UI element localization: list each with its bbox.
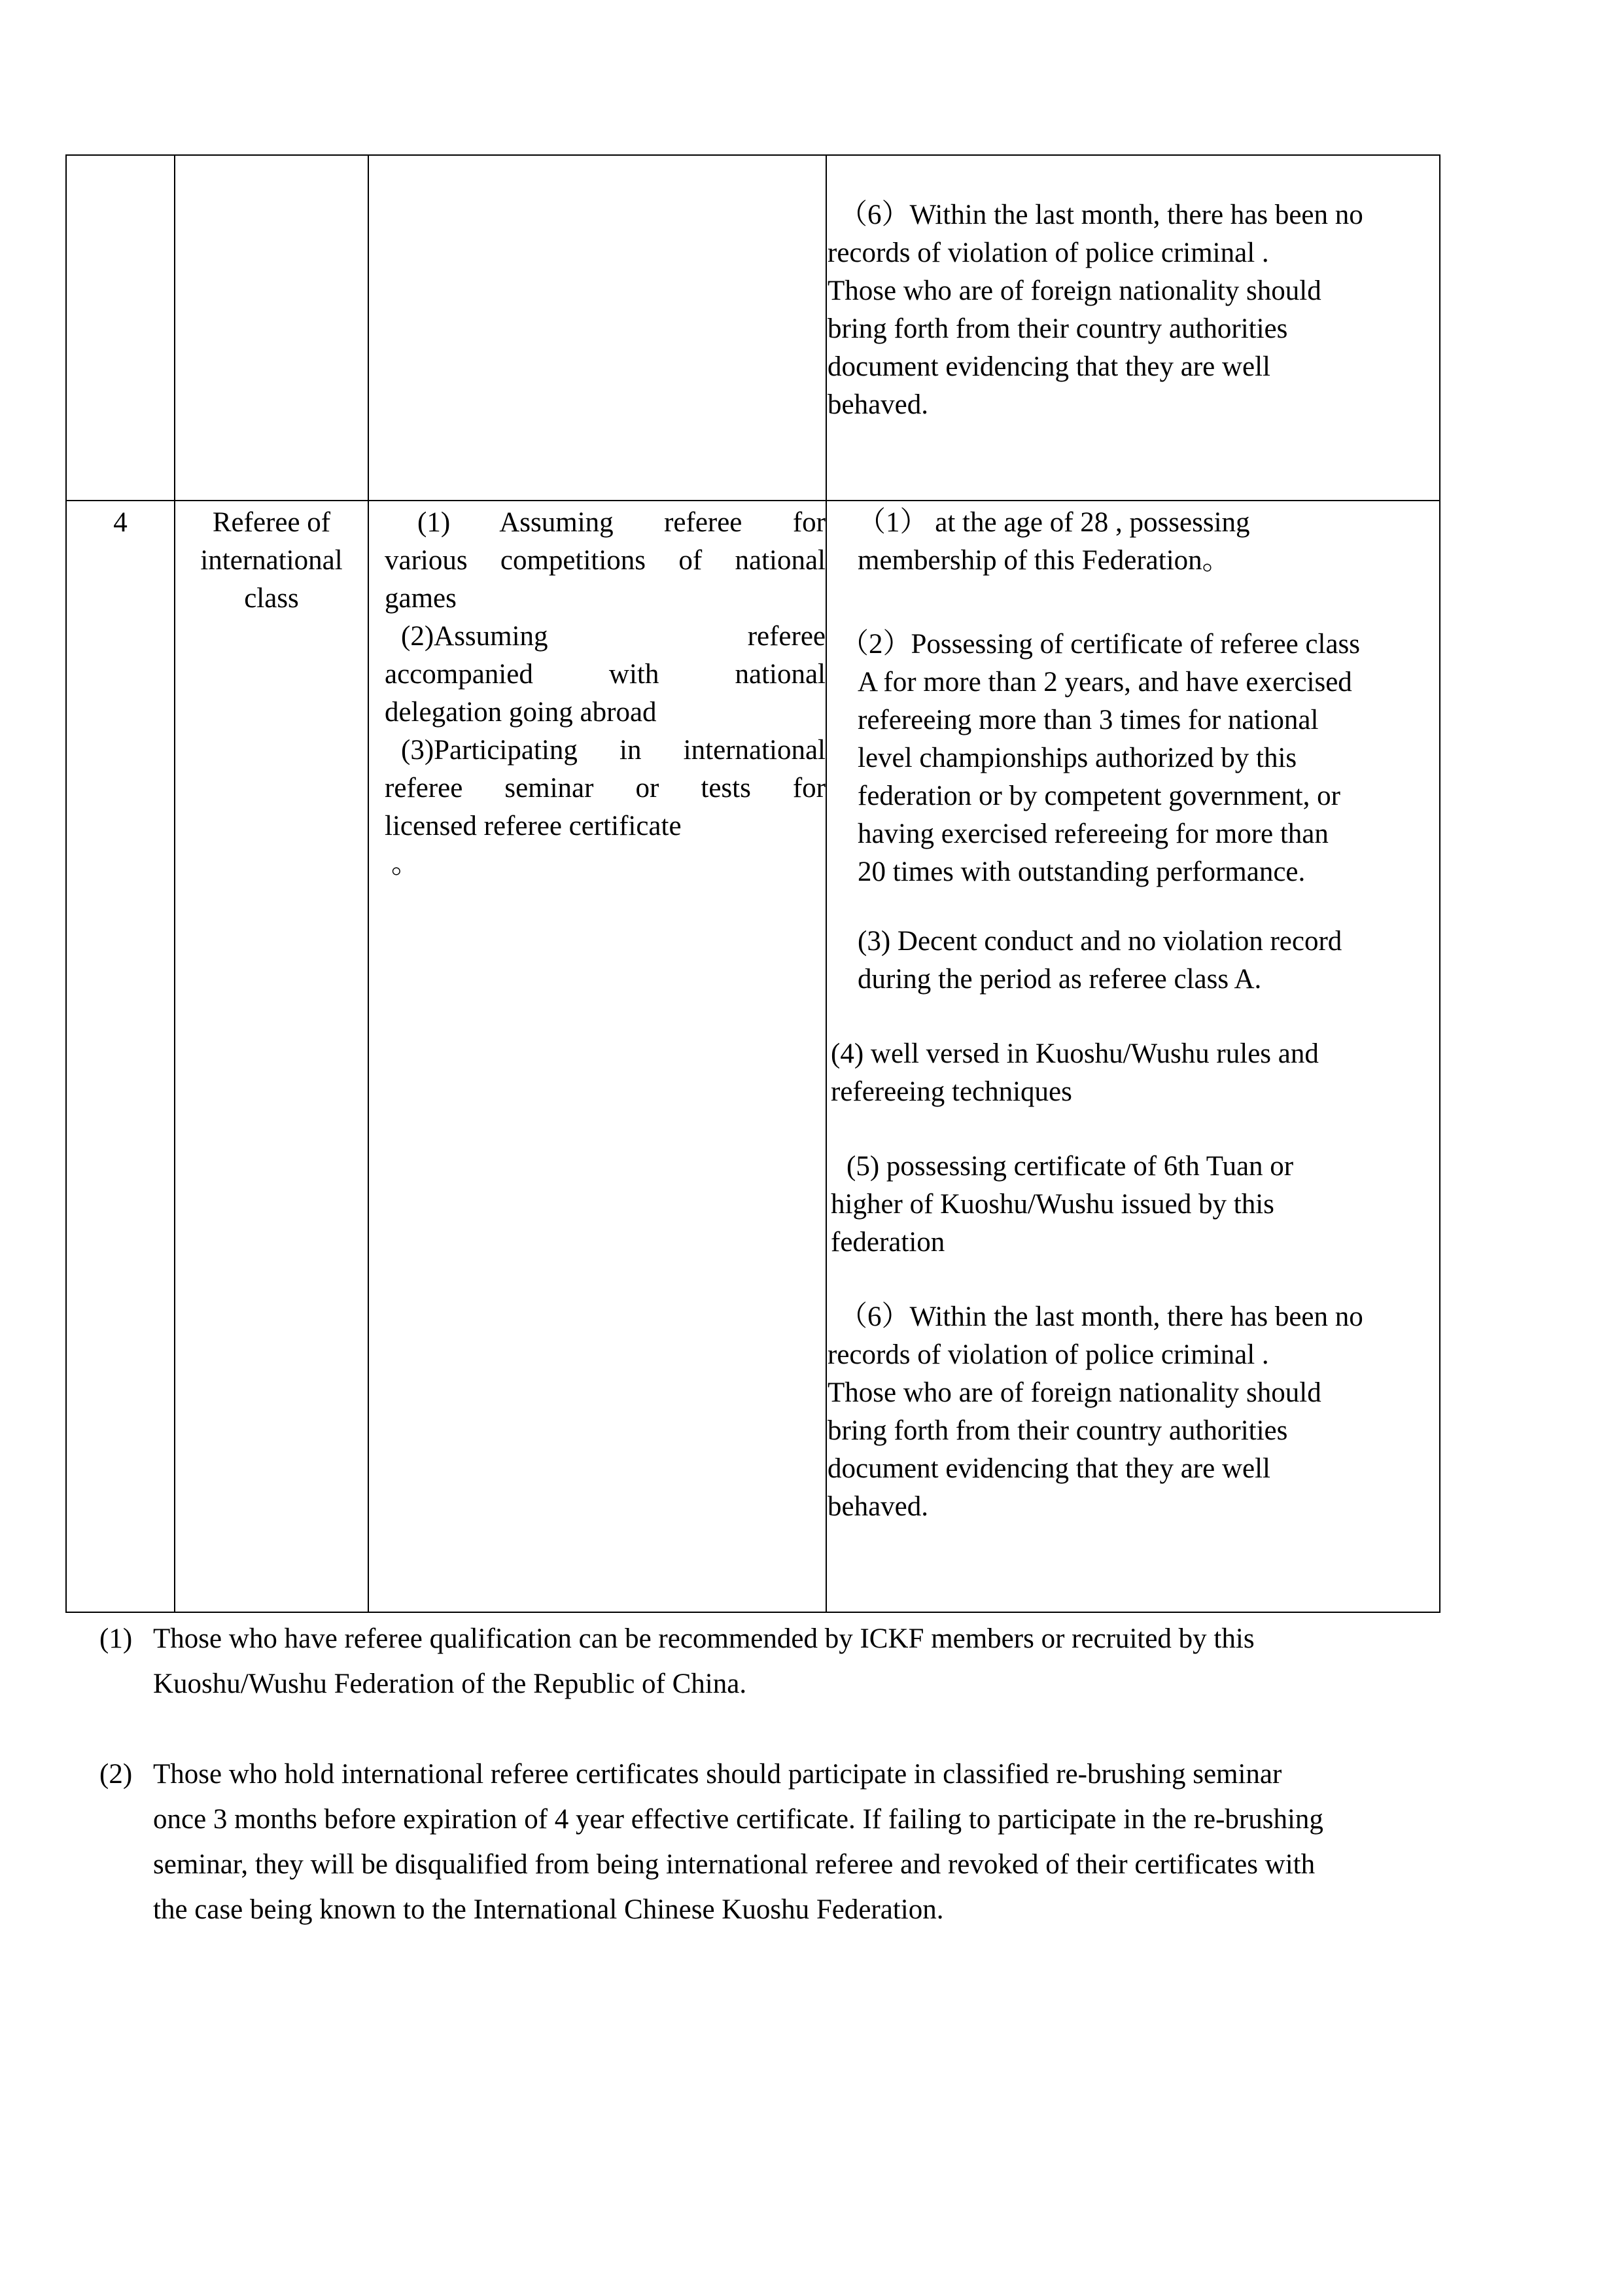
- note-number: (2): [99, 1759, 133, 1790]
- note-text: [153, 1616, 1255, 1706]
- requirement-line: higher of Kuoshu/Wushu issued by this: [831, 1189, 1274, 1220]
- requirement-2: [841, 626, 1360, 891]
- requirement-6: [828, 1298, 1363, 1526]
- requirement-line: membership of this Federation。: [858, 545, 1230, 576]
- requirement-line: level championships authorized by this: [858, 743, 1297, 773]
- requirement-line: bring forth from their country authorities: [828, 313, 1288, 344]
- requirement-line: (4) well versed in Kuoshu/Wushu rules and: [831, 1038, 1319, 1069]
- requirement-line: refereeing techniques: [831, 1076, 1072, 1107]
- requirement-line: during the period as referee class A.: [858, 964, 1262, 995]
- requirement-line: （2）Possessing of certificate of referee class: [841, 629, 1361, 660]
- duty-line: various competitions of national: [385, 545, 826, 576]
- duty-line: games: [385, 583, 457, 614]
- referee-duties: [385, 504, 826, 883]
- continued-requirements: [828, 196, 1436, 424]
- requirement-line: (5) possessing certificate of 6th Tuan or: [846, 1151, 1294, 1182]
- duty-line: (2)Assuming referee: [401, 621, 826, 652]
- requirement-line: Those who are of foreign nationality should: [828, 275, 1321, 306]
- requirement-3: [858, 923, 1342, 998]
- requirement-line: records of violation of police criminal .: [828, 238, 1269, 268]
- column-line: [368, 154, 369, 1613]
- requirement-line: behaved.: [828, 1491, 929, 1522]
- note-line: Those who hold international referee certificates should participate in classified re-brushing seminar: [153, 1759, 1282, 1790]
- duty-line: accompanied with national: [385, 659, 826, 690]
- requirement-line: （6）Within the last month, there has been no: [839, 200, 1363, 230]
- requirement-1: [858, 504, 1250, 580]
- requirement-line: behaved.: [828, 389, 929, 420]
- requirement-line: federation: [831, 1227, 945, 1258]
- requirement-line: （1） at the age of 28 , possessing: [858, 507, 1250, 538]
- class-line: international: [200, 545, 343, 576]
- row-divider: [65, 500, 1440, 501]
- duty-line: licensed referee certificate: [385, 811, 682, 841]
- note-line: Kuoshu/Wushu Federation of the Republic of China.: [153, 1669, 747, 1699]
- requirement-line: (3) Decent conduct and no violation record: [858, 926, 1342, 957]
- requirement-line: 20 times with outstanding performance.: [858, 857, 1306, 887]
- requirement-line: bring forth from their country authorities: [828, 1415, 1288, 1446]
- requirement-line: A for more than 2 years, and have exercised: [858, 667, 1352, 698]
- duty-line: referee seminar or tests for: [385, 773, 826, 804]
- requirement-line: document evidencing that they are well: [828, 351, 1270, 382]
- requirement-line: records of violation of police criminal .: [828, 1339, 1269, 1370]
- requirement-line: refereeing more than 3 times for national: [858, 705, 1319, 735]
- requirement-line: document evidencing that they are well: [828, 1453, 1270, 1484]
- table-top-border: [65, 154, 1440, 156]
- note-text: [153, 1752, 1323, 1932]
- referee-class: [175, 504, 368, 618]
- duty-line: (3)Participating in international: [401, 735, 826, 766]
- column-line: [174, 154, 175, 1613]
- column-line: [1439, 154, 1440, 1613]
- duty-line: 。: [391, 849, 419, 879]
- note-line: seminar, they will be disqualified from being international referee and revoked of their certificates with: [153, 1849, 1316, 1880]
- requirement-line: Those who are of foreign nationality should: [828, 1377, 1321, 1408]
- table-bottom-border: [65, 1612, 1440, 1613]
- row-number: 4: [113, 507, 128, 538]
- duty-line: (1) Assuming referee for: [417, 507, 826, 538]
- note-line: Those who have referee qualification can be recommended by ICKF members or recruited by this: [153, 1623, 1255, 1654]
- requirement-line: having exercised refereeing for more than: [858, 819, 1329, 849]
- duty-line: delegation going abroad: [385, 697, 657, 728]
- requirement-line: （6）Within the last month, there has been no: [839, 1301, 1363, 1332]
- note-line: the case being known to the International Chinese Kuoshu Federation.: [153, 1894, 944, 1925]
- note-number: (1): [99, 1623, 133, 1654]
- requirement-line: federation or by competent government, or: [858, 781, 1340, 811]
- requirement-5: [831, 1148, 1293, 1262]
- requirement-4: [831, 1035, 1319, 1111]
- note-line: once 3 months before expiration of 4 year effective certificate. If failing to participate in the re-brushing: [153, 1804, 1323, 1835]
- column-line: [826, 154, 827, 1613]
- class-line: Referee of: [212, 507, 331, 538]
- class-line: class: [244, 583, 299, 614]
- column-line: [65, 154, 67, 1613]
